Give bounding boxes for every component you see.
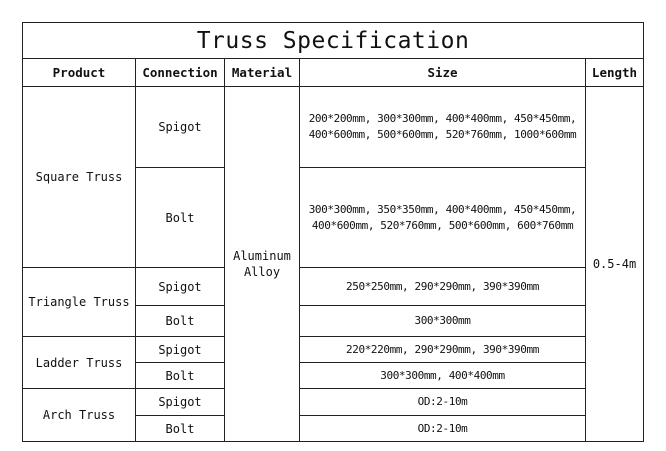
size-cell: 300*300mm, 400*400mm: [300, 363, 586, 389]
size-cell: OD:2-10m: [300, 389, 586, 416]
size-line: 200*200mm, 300*300mm, 400*400mm, 450*450mm,: [308, 112, 577, 125]
size-cell: [300, 168, 586, 268]
connection-bolt: Bolt: [136, 363, 225, 389]
size-line: 400*600mm, 520*760mm, 500*600mm, 600*760mm: [311, 218, 574, 232]
connection-bolt: Bolt: [136, 306, 225, 337]
material-cell: Aluminum Alloy: [225, 87, 300, 442]
connection-bolt: Bolt: [136, 168, 225, 268]
length-cell: 0.5-4m: [586, 87, 644, 442]
product-ladder-truss: Ladder Truss: [23, 337, 136, 389]
size-cell: [300, 87, 586, 168]
truss-specification-table: [22, 22, 644, 442]
size-line: 400*600mm, 500*600mm, 520*760mm, 1000*600mm: [308, 128, 577, 141]
size-cell: 300*300mm: [300, 306, 586, 337]
header-size: Size: [300, 59, 586, 87]
product-square-truss: Square Truss: [23, 87, 136, 268]
header-material: Material: [225, 59, 300, 87]
header-connection: Connection: [136, 59, 225, 87]
connection-spigot: Spigot: [136, 268, 225, 306]
connection-bolt: Bolt: [136, 416, 225, 442]
size-cell: 250*250mm, 290*290mm, 390*390mm: [300, 268, 586, 306]
connection-spigot: Spigot: [136, 337, 225, 363]
size-cell: OD:2-10m: [300, 416, 586, 442]
product-arch-truss: Arch Truss: [23, 389, 136, 442]
table-title: Truss Specification: [23, 23, 644, 59]
connection-spigot: Spigot: [136, 389, 225, 416]
connection-spigot: Spigot: [136, 87, 225, 168]
size-line: 300*300mm, 350*350mm, 400*400mm, 450*450mm,: [308, 202, 577, 216]
size-cell: 220*220mm, 290*290mm, 390*390mm: [300, 337, 586, 363]
header-length: Length: [586, 59, 644, 87]
product-triangle-truss: Triangle Truss: [23, 268, 136, 337]
header-product: Product: [23, 59, 136, 87]
